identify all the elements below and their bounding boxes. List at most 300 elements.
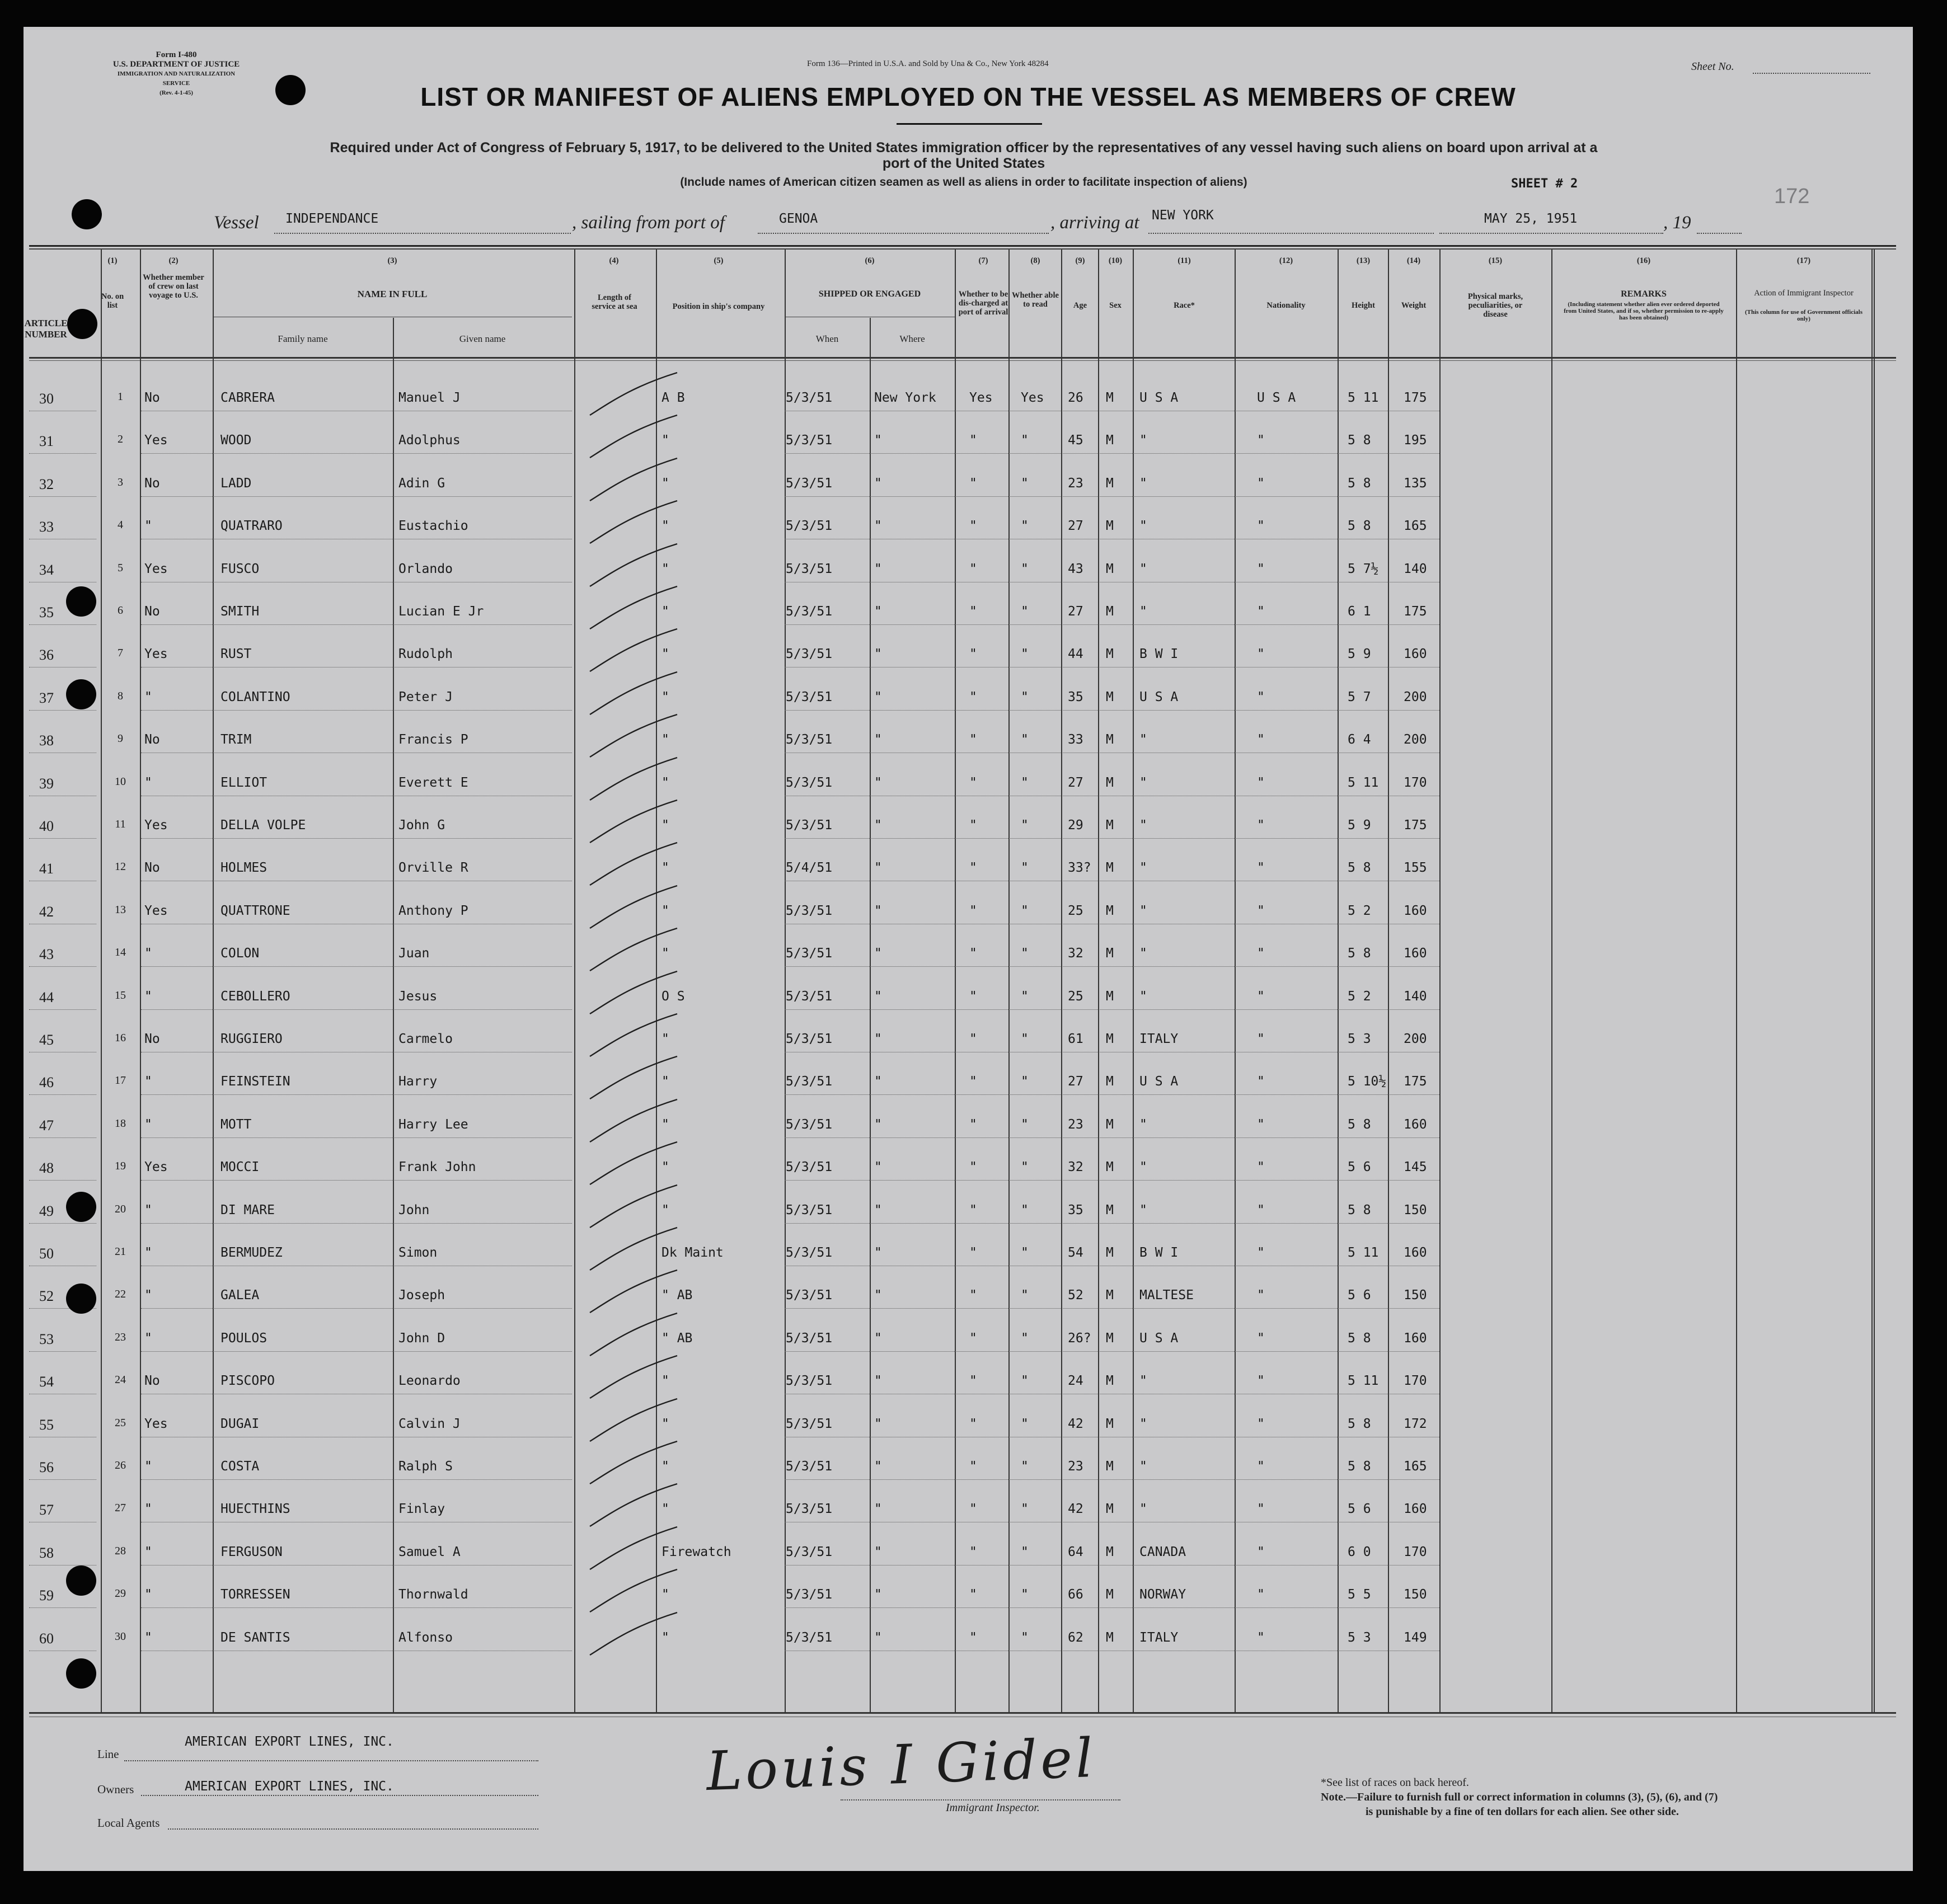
row-age: 35 xyxy=(1068,1203,1083,1217)
row-weight: 160 xyxy=(1404,1117,1427,1132)
row-sex: M xyxy=(1106,690,1114,704)
header-c15-num: (15) xyxy=(1488,256,1503,265)
row-age: 61 xyxy=(1068,1032,1083,1046)
punch-hole xyxy=(67,309,97,339)
row-nationality: " xyxy=(1257,562,1265,576)
row-position: A B xyxy=(661,391,685,405)
table-row xyxy=(24,1286,1870,1310)
row-nationality: " xyxy=(1257,647,1265,661)
row-sex: M xyxy=(1106,861,1114,875)
row-able-to-read: " xyxy=(1021,562,1029,576)
row-weight: 175 xyxy=(1404,1074,1427,1089)
row-list-number: 19 xyxy=(115,1160,126,1172)
row-race: " xyxy=(1139,904,1147,918)
row-age: 26? xyxy=(1068,1331,1091,1346)
row-discharged: " xyxy=(969,1117,977,1132)
row-age: 27 xyxy=(1068,775,1083,790)
row-position: " xyxy=(661,562,669,576)
column-line xyxy=(1439,250,1441,1712)
table-row xyxy=(24,730,1870,755)
service-slash-mark xyxy=(583,1609,695,1659)
row-weight: 145 xyxy=(1404,1160,1427,1174)
row-rule xyxy=(785,1009,1439,1010)
header-c7-num: (7) xyxy=(978,256,988,265)
row-weight: 150 xyxy=(1404,1587,1427,1602)
row-last-voyage: No xyxy=(144,1032,160,1046)
row-discharged: " xyxy=(969,647,977,661)
row-shipped-where: " xyxy=(874,1032,882,1046)
row-height: 5 8 xyxy=(1348,519,1371,533)
row-shipped-where: " xyxy=(874,1160,882,1174)
row-shipped-where: " xyxy=(874,519,882,533)
row-shipped-where: " xyxy=(874,690,882,704)
row-shipped-when: 5/3/51 xyxy=(786,1417,833,1431)
row-given-name: Rudolph xyxy=(398,647,453,661)
port-to-underline xyxy=(1148,233,1434,234)
row-age: 52 xyxy=(1068,1288,1083,1303)
row-last-voyage: " xyxy=(144,1545,152,1559)
table-row xyxy=(24,858,1870,883)
row-discharged: " xyxy=(969,1032,977,1046)
row-list-number: 12 xyxy=(115,861,126,873)
row-last-voyage: Yes xyxy=(144,818,168,833)
row-rule xyxy=(785,710,1439,711)
row-nationality: " xyxy=(1257,1587,1265,1602)
row-article: 35 xyxy=(39,604,54,620)
row-family-name: ELLIOT xyxy=(220,775,268,790)
row-last-voyage: " xyxy=(144,775,152,790)
row-age: 43 xyxy=(1068,562,1083,576)
row-weight: 195 xyxy=(1404,433,1427,448)
row-rule xyxy=(141,1607,572,1608)
row-shipped-where: " xyxy=(874,904,882,918)
row-shipped-when: 5/3/51 xyxy=(786,818,833,833)
row-shipped-when: 5/3/51 xyxy=(786,1374,833,1388)
row-weight: 155 xyxy=(1404,861,1427,875)
row-weight: 170 xyxy=(1404,775,1427,790)
row-family-name: LADD xyxy=(220,476,252,491)
row-height: 5 2 xyxy=(1348,904,1371,918)
row-discharged: " xyxy=(969,562,977,576)
vessel-underline xyxy=(274,233,571,234)
sheet-mark: SHEET # 2 xyxy=(1511,177,1578,191)
row-last-voyage: No xyxy=(144,1374,160,1388)
row-article: 40 xyxy=(39,818,54,834)
row-age: 45 xyxy=(1068,433,1083,448)
row-sex: M xyxy=(1106,1502,1114,1516)
row-last-voyage: " xyxy=(144,989,152,1004)
row-nationality: " xyxy=(1257,732,1265,747)
row-race: ITALY xyxy=(1139,1630,1179,1645)
table-row xyxy=(24,1115,1870,1140)
row-shipped-where: " xyxy=(874,1459,882,1474)
row-height: 5 8 xyxy=(1348,433,1371,448)
header-bottom-rule xyxy=(29,357,1896,359)
row-able-to-read: " xyxy=(1021,1288,1029,1303)
row-nationality: " xyxy=(1257,1288,1265,1303)
inspector-label: Immigrant Inspector. xyxy=(946,1802,1040,1814)
punch-hole xyxy=(66,1284,96,1314)
row-list-number: 25 xyxy=(115,1417,126,1429)
row-given-name: Jesus xyxy=(398,989,438,1004)
row-sex: M xyxy=(1106,1459,1114,1474)
column-line xyxy=(1098,250,1099,1712)
row-last-voyage: No xyxy=(144,861,160,875)
arrival-date: MAY 25, 1951 xyxy=(1484,211,1578,226)
row-shipped-where: " xyxy=(874,1074,882,1089)
agents-label: Local Agents xyxy=(97,1816,160,1830)
row-discharged: " xyxy=(969,989,977,1004)
row-nationality: " xyxy=(1257,818,1265,833)
row-article: 53 xyxy=(39,1331,54,1347)
row-able-to-read: " xyxy=(1021,1160,1029,1174)
row-shipped-where: " xyxy=(874,476,882,491)
row-family-name: BERMUDEZ xyxy=(220,1245,283,1260)
header-c10-num: (10) xyxy=(1108,256,1123,265)
row-able-to-read: " xyxy=(1021,1417,1029,1431)
header-given-name: Given name xyxy=(459,333,506,344)
row-list-number: 6 xyxy=(118,604,123,617)
row-race: U S A xyxy=(1139,391,1179,405)
row-article: 47 xyxy=(39,1117,54,1134)
row-able-to-read: " xyxy=(1021,1245,1029,1260)
row-shipped-where: " xyxy=(874,818,882,833)
row-able-to-read: Yes xyxy=(1021,391,1044,405)
row-given-name: Simon xyxy=(398,1245,438,1260)
row-height: 5 3 xyxy=(1348,1032,1371,1046)
row-nationality: " xyxy=(1257,989,1265,1004)
table-row xyxy=(24,1072,1870,1097)
row-last-voyage: " xyxy=(144,1331,152,1346)
row-shipped-where: " xyxy=(874,1374,882,1388)
row-family-name: FERGUSON xyxy=(220,1545,283,1559)
row-able-to-read: " xyxy=(1021,433,1029,448)
row-discharged: " xyxy=(969,946,977,961)
row-family-name: QUATTRONE xyxy=(220,904,290,918)
port-to: NEW YORK xyxy=(1152,208,1214,223)
row-last-voyage: " xyxy=(144,1288,152,1303)
row-age: 33 xyxy=(1068,732,1083,747)
row-article: 49 xyxy=(39,1203,54,1219)
row-nationality: " xyxy=(1257,433,1265,448)
row-list-number: 11 xyxy=(115,818,126,830)
row-sex: M xyxy=(1106,1331,1114,1346)
row-shipped-when: 5/3/51 xyxy=(786,1074,833,1089)
printer-line: Form 136—Printed in U.S.A. and Sold by Una & Co., New York 48284 xyxy=(807,59,1049,68)
row-position: " xyxy=(661,1459,669,1474)
header-c14-num: (14) xyxy=(1406,256,1421,265)
row-nationality: " xyxy=(1257,1502,1265,1516)
row-height: 5 11 xyxy=(1348,1245,1379,1260)
row-age: 23 xyxy=(1068,1117,1083,1132)
table-row xyxy=(24,944,1870,969)
row-age: 62 xyxy=(1068,1630,1083,1645)
table-top-rule xyxy=(29,245,1896,247)
row-family-name: GALEA xyxy=(220,1288,260,1303)
row-rule xyxy=(141,1479,572,1480)
row-race: " xyxy=(1139,818,1147,833)
row-family-name: POULOS xyxy=(220,1331,268,1346)
column-line xyxy=(1133,250,1134,1712)
row-sex: M xyxy=(1106,1417,1114,1431)
row-given-name: Leonardo xyxy=(398,1374,461,1388)
punch-hole xyxy=(66,1658,96,1689)
row-able-to-read: " xyxy=(1021,1374,1029,1388)
row-shipped-where: " xyxy=(874,1545,882,1559)
row-shipped-when: 5/3/51 xyxy=(786,775,833,790)
row-discharged: " xyxy=(969,732,977,747)
row-article: 50 xyxy=(39,1245,54,1262)
row-given-name: Samuel A xyxy=(398,1545,461,1559)
row-given-name: Adin G xyxy=(398,476,445,491)
row-nationality: " xyxy=(1257,946,1265,961)
row-list-number: 21 xyxy=(115,1245,126,1258)
row-sex: M xyxy=(1106,904,1114,918)
row-position: " xyxy=(661,1502,669,1516)
row-shipped-when: 5/3/51 xyxy=(786,476,833,491)
row-race: NORWAY xyxy=(1139,1587,1186,1602)
row-discharged: " xyxy=(969,1459,977,1474)
row-shipped-when: 5/3/51 xyxy=(786,1587,833,1602)
table-row xyxy=(24,516,1870,541)
row-shipped-when: 5/3/51 xyxy=(786,732,833,747)
row-weight: 160 xyxy=(1404,647,1427,661)
row-family-name: COLANTINO xyxy=(220,690,290,704)
header-c7: Whether to be dis-charged at port of arrival xyxy=(958,290,1008,317)
row-sex: M xyxy=(1106,1288,1114,1303)
row-height: 6 1 xyxy=(1348,604,1371,619)
row-position: " xyxy=(661,775,669,790)
row-list-number: 16 xyxy=(115,1032,126,1044)
row-shipped-when: 5/3/51 xyxy=(786,1545,833,1559)
row-height: 5 11 xyxy=(1348,391,1379,405)
row-shipped-where: " xyxy=(874,647,882,661)
row-nationality: " xyxy=(1257,519,1265,533)
row-able-to-read: " xyxy=(1021,1331,1029,1346)
row-height: 6 4 xyxy=(1348,732,1371,747)
row-height: 5 9 xyxy=(1348,647,1371,661)
row-shipped-when: 5/3/51 xyxy=(786,562,833,576)
row-shipped-where: " xyxy=(874,989,882,1004)
row-family-name: HUECTHINS xyxy=(220,1502,290,1516)
row-shipped-where: " xyxy=(874,732,882,747)
row-family-name: CEBOLLERO xyxy=(220,989,290,1004)
row-list-number: 17 xyxy=(115,1074,126,1087)
service: IMMIGRATION AND NATURALIZATION SERVICE xyxy=(117,70,236,87)
table-row xyxy=(24,1628,1870,1653)
row-nationality: " xyxy=(1257,1117,1265,1132)
row-height: 6 0 xyxy=(1348,1545,1371,1559)
row-article: 39 xyxy=(39,775,54,792)
row-list-number: 4 xyxy=(118,519,123,531)
row-list-number: 22 xyxy=(115,1288,126,1300)
row-rule xyxy=(29,710,96,711)
row-shipped-when: 5/3/51 xyxy=(786,904,833,918)
row-article: 48 xyxy=(39,1160,54,1176)
row-list-number: 3 xyxy=(118,476,123,488)
row-age: 29 xyxy=(1068,818,1083,833)
row-rule xyxy=(785,966,1439,967)
row-shipped-where: " xyxy=(874,1331,882,1346)
row-given-name: Carmelo xyxy=(398,1032,453,1046)
column-line xyxy=(1388,250,1389,1712)
row-race: " xyxy=(1139,775,1147,790)
sheet-no-field[interactable] xyxy=(1753,73,1870,74)
row-race: " xyxy=(1139,1203,1147,1217)
row-sex: M xyxy=(1106,1245,1114,1260)
row-nationality: " xyxy=(1257,1630,1265,1645)
table-row xyxy=(24,602,1870,627)
row-position: " xyxy=(661,476,669,491)
row-family-name: CABRERA xyxy=(220,391,275,405)
row-discharged: " xyxy=(969,1203,977,1217)
row-nationality: " xyxy=(1257,1203,1265,1217)
row-last-voyage: " xyxy=(144,519,152,533)
row-weight: 150 xyxy=(1404,1288,1427,1303)
row-age: 27 xyxy=(1068,519,1083,533)
table-row xyxy=(24,1499,1870,1524)
row-family-name: WOOD xyxy=(220,433,252,448)
row-age: 64 xyxy=(1068,1545,1083,1559)
header-c15: Physical marks, peculiarities, or disease xyxy=(1467,292,1523,319)
row-able-to-read: " xyxy=(1021,647,1029,661)
row-list-number: 29 xyxy=(115,1587,126,1600)
row-article: 30 xyxy=(39,391,54,407)
row-age: 44 xyxy=(1068,647,1083,661)
header-c12-num: (12) xyxy=(1279,256,1293,265)
row-race: " xyxy=(1139,433,1147,448)
table-row xyxy=(24,1201,1870,1225)
row-shipped-when: 5/3/51 xyxy=(786,1117,833,1132)
row-family-name: MOCCI xyxy=(220,1160,260,1174)
row-rule xyxy=(141,1223,572,1224)
row-rule xyxy=(29,1009,96,1010)
row-given-name: Alfonso xyxy=(398,1630,453,1645)
row-race: " xyxy=(1139,1374,1147,1388)
row-discharged: " xyxy=(969,1587,977,1602)
row-rule xyxy=(785,838,1439,839)
column-line xyxy=(1235,250,1236,1712)
row-last-voyage: Yes xyxy=(144,647,168,661)
row-article: 41 xyxy=(39,861,54,877)
row-rule xyxy=(785,1223,1439,1224)
row-shipped-where: " xyxy=(874,1417,882,1431)
row-article: 36 xyxy=(39,647,54,663)
row-able-to-read: " xyxy=(1021,1545,1029,1559)
title-underline xyxy=(897,123,1042,125)
row-family-name: DE SANTIS xyxy=(220,1630,290,1645)
row-article: 42 xyxy=(39,904,54,920)
row-article: 43 xyxy=(39,946,54,962)
row-height: 5 3 xyxy=(1348,1630,1371,1645)
row-shipped-when: 5/3/51 xyxy=(786,391,833,405)
row-weight: 200 xyxy=(1404,690,1427,704)
row-sex: M xyxy=(1106,1032,1114,1046)
row-last-voyage: " xyxy=(144,946,152,961)
header-c14: Weight xyxy=(1401,301,1427,310)
row-rule xyxy=(141,1094,572,1095)
row-position: " xyxy=(661,732,669,747)
row-discharged: " xyxy=(969,1288,977,1303)
row-race: " xyxy=(1139,476,1147,491)
row-sex: M xyxy=(1106,1374,1114,1388)
table-row xyxy=(24,560,1870,584)
port-from-underline xyxy=(758,233,1049,234)
row-sex: M xyxy=(1106,775,1114,790)
row-shipped-when: 5/3/51 xyxy=(786,1160,833,1174)
table-row xyxy=(24,1371,1870,1396)
row-article: 59 xyxy=(39,1587,54,1604)
department: U.S. DEPARTMENT OF JUSTICE xyxy=(112,60,240,69)
row-family-name: DELLA VOLPE xyxy=(220,818,306,833)
row-able-to-read: " xyxy=(1021,1502,1029,1516)
row-discharged: " xyxy=(969,1074,977,1089)
row-position: " xyxy=(661,1074,669,1089)
row-position: " xyxy=(661,519,669,533)
row-article: 54 xyxy=(39,1374,54,1390)
header-c5-num: (5) xyxy=(714,256,724,265)
row-last-voyage: No xyxy=(144,732,160,747)
row-given-name: Everett E xyxy=(398,775,468,790)
row-list-number: 18 xyxy=(115,1117,126,1130)
row-nationality: U S A xyxy=(1257,391,1296,405)
row-last-voyage: No xyxy=(144,391,160,405)
row-list-number: 5 xyxy=(118,562,123,574)
header-c5: Position in ship's company xyxy=(672,302,765,311)
row-race: " xyxy=(1139,946,1147,961)
header-c2: Whether member of crew on last voyage to U.S. xyxy=(143,273,204,300)
header-when: When xyxy=(815,333,839,344)
row-rule xyxy=(29,1479,96,1480)
line-label: Line xyxy=(97,1747,119,1761)
row-rule xyxy=(29,1223,96,1224)
row-last-voyage: " xyxy=(144,1117,152,1132)
fine-note-1: Note.—Failure to furnish full or correct information in columns (3), (5), (6), and (7) xyxy=(1321,1791,1718,1803)
row-given-name: John D xyxy=(398,1331,445,1346)
punch-hole xyxy=(66,586,96,617)
row-position: " xyxy=(661,861,669,875)
row-age: 25 xyxy=(1068,904,1083,918)
fine-note-2: is punishable by a fine of ten dollars for each alien. See other side. xyxy=(1366,1806,1679,1818)
row-race: U S A xyxy=(1139,690,1179,704)
row-height: 5 11 xyxy=(1348,775,1379,790)
row-race: MALTESE xyxy=(1139,1288,1194,1303)
row-last-voyage: " xyxy=(144,690,152,704)
row-race: " xyxy=(1139,562,1147,576)
row-age: 32 xyxy=(1068,1160,1083,1174)
row-rule xyxy=(785,1308,1439,1309)
page-number: 172 xyxy=(1774,185,1810,208)
row-family-name: QUATRARO xyxy=(220,519,283,533)
subtitle-port: port of the United States xyxy=(882,156,1045,171)
row-given-name: Finlay xyxy=(398,1502,445,1516)
row-given-name: Juan xyxy=(398,946,430,961)
row-nationality: " xyxy=(1257,604,1265,619)
row-sex: M xyxy=(1106,1203,1114,1217)
row-rule xyxy=(29,1094,96,1095)
row-rule xyxy=(785,1180,1439,1181)
row-position: " xyxy=(661,904,669,918)
row-height: 5 8 xyxy=(1348,476,1371,491)
row-sex: M xyxy=(1106,562,1114,576)
row-height: 5 8 xyxy=(1348,861,1371,875)
row-shipped-when: 5/3/51 xyxy=(786,989,833,1004)
row-height: 5 10½ xyxy=(1348,1074,1387,1089)
row-shipped-where: " xyxy=(874,1587,882,1602)
agents-field[interactable] xyxy=(168,1828,538,1830)
row-article: 46 xyxy=(39,1074,54,1090)
row-weight: 160 xyxy=(1404,1331,1427,1346)
